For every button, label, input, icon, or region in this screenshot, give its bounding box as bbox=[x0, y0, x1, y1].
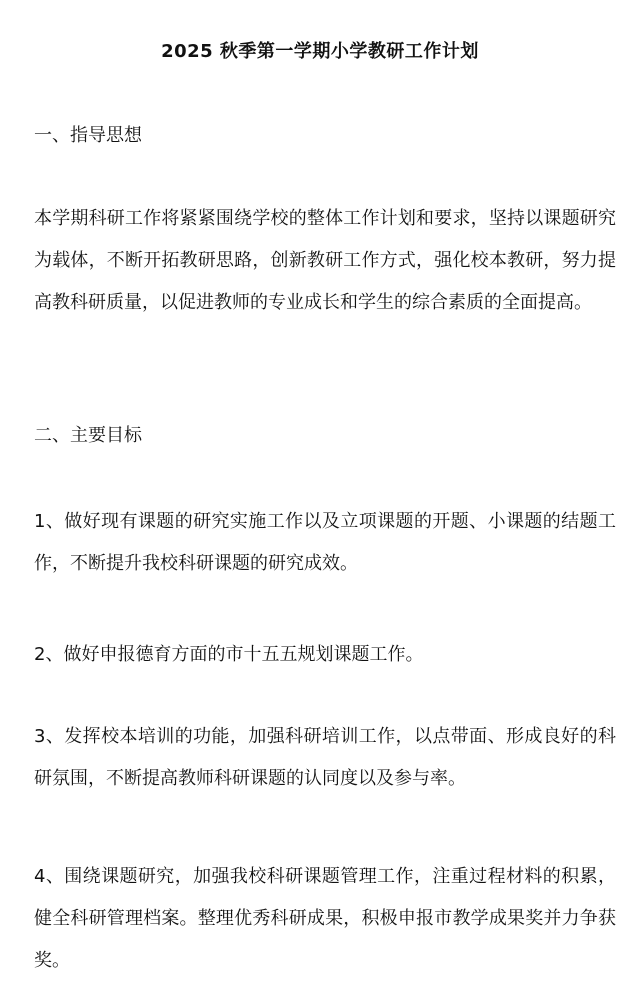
document-title: 2025 秋季第一学期小学教研工作计划 bbox=[161, 41, 479, 62]
goal-item-1: 1、做好现有课题的研究实施工作以及立项课题的开题、小课题的结题工作，不断提升我校科研课题的研究成效。 bbox=[34, 511, 616, 574]
goal-item-2: 2、做好申报德育方面的市十五五规划课题工作。 bbox=[34, 644, 424, 665]
paragraph-guiding-ideology: 本学期科研工作将紧紧围绕学校的整体工作计划和要求，坚持以课题研究为载体，不断开拓教研思路，创新教研工作方式，强化校本教研，努力提高教科研质量，以促进教师的专业成长和学生的综合素质的全面提高。 bbox=[34, 208, 616, 313]
goal-item-4: 4、围绕课题研究，加强我校科研课题管理工作，注重过程材料的积累，健全科研管理档案。整理优秀科研成果，积极申报市教学成果奖并力争获奖。 bbox=[34, 866, 616, 971]
goal-item-3: 3、发挥校本培训的功能，加强科研培训工作，以点带面、形成良好的科研氛围，不断提高教师科研课题的认同度以及参与率。 bbox=[34, 726, 616, 789]
section-heading-main-goals: 二、主要目标 bbox=[34, 425, 142, 446]
section-heading-guiding-ideology: 一、指导思想 bbox=[34, 125, 142, 146]
